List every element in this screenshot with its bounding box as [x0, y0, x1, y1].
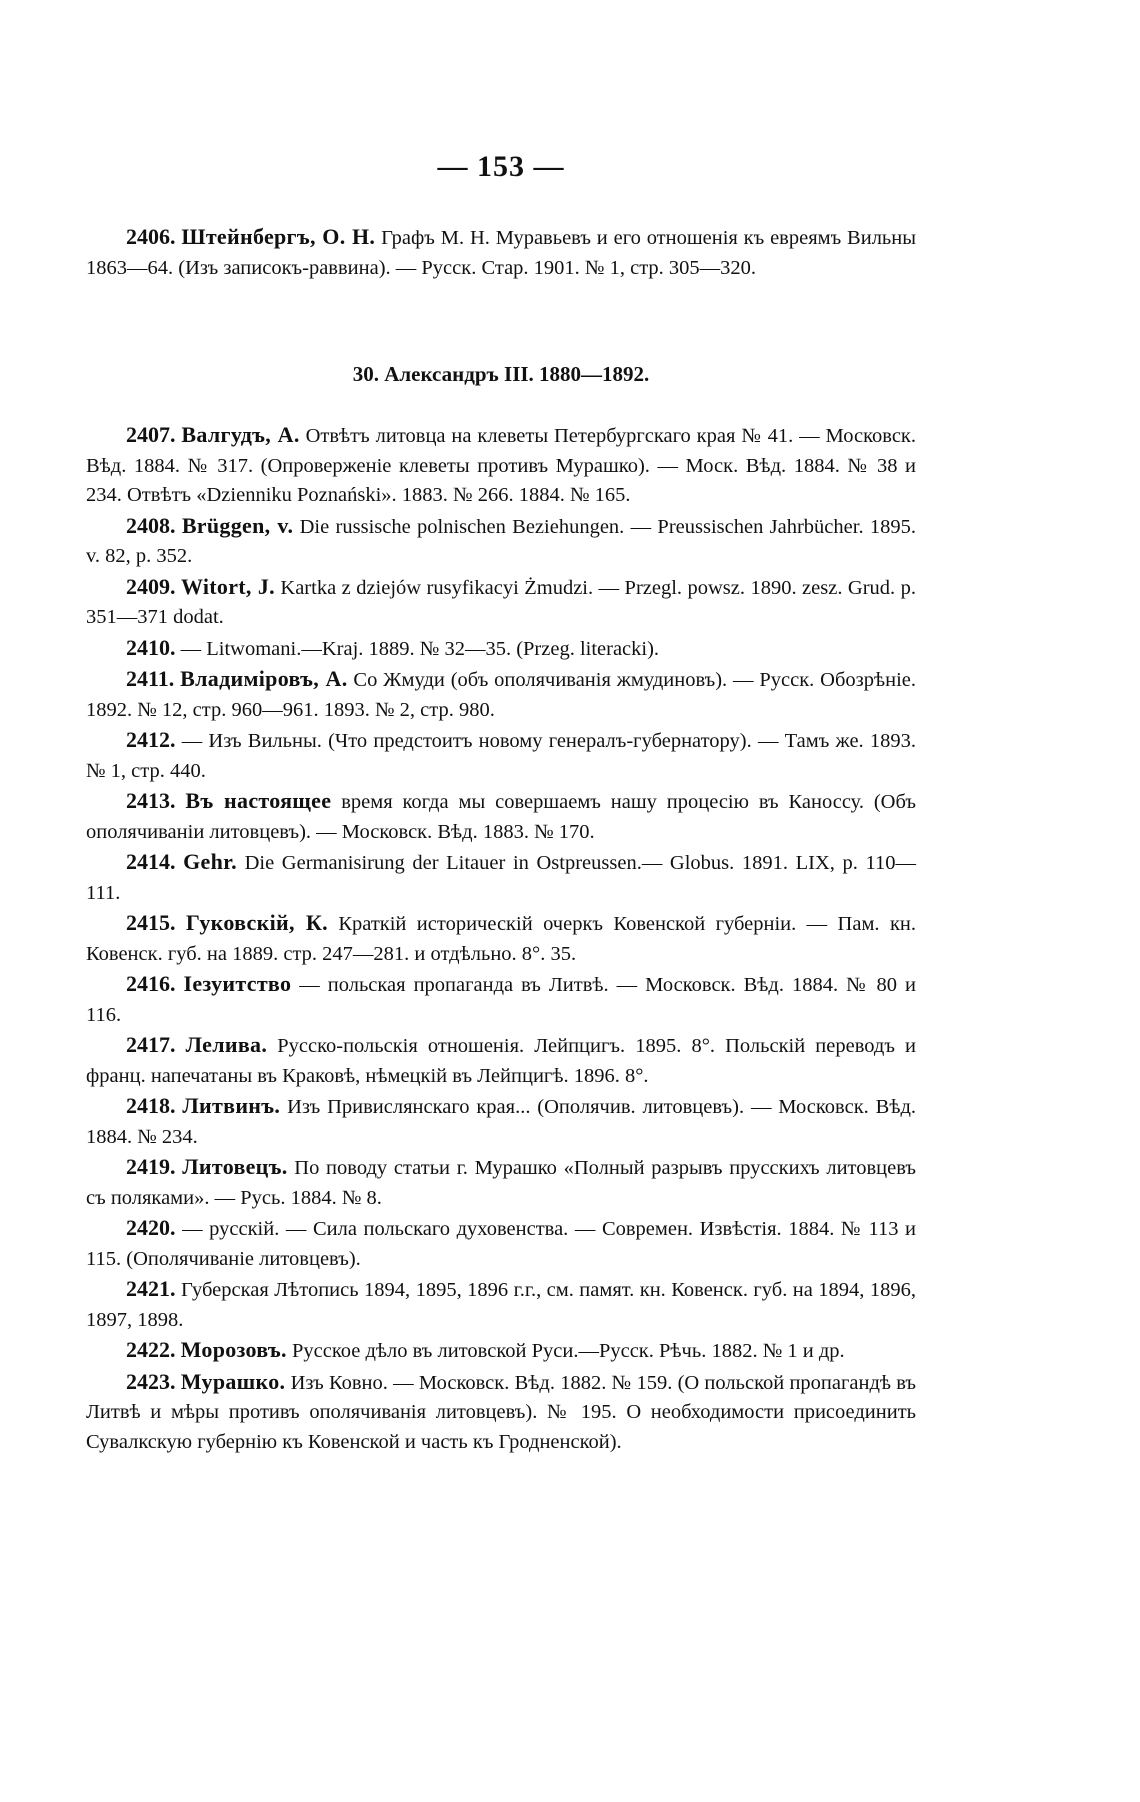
entry-text: Изъ Привислянскаго края... (Ополячив. литовцевъ). — Московск. Вѣд. 1884. № 234. [86, 1096, 917, 1148]
bibliography-entry [86, 664, 916, 725]
entry-block-top [86, 222, 916, 283]
entry-text: Русское дѣло въ литовской Руси.—Русск. Рѣчь. 1882. № 1 и др. [291, 1340, 845, 1362]
entry-author: Гуковскій, К. [185, 910, 328, 935]
entry-list [86, 420, 916, 1457]
entry-text: Графъ М. Н. Муравьевъ и его отношенія къ евреямъ Вильны 1863—64. (Изъ записокъ-раввина). — Русск. Стар. 1901. № 1, стр. 305—320. [86, 227, 917, 279]
entry-number: 2406. [126, 224, 176, 249]
bibliography-entry [86, 222, 916, 283]
bibliography-entry [86, 511, 916, 572]
entry-text: По поводу статьи г. Мурашко «Полный разрывъ прусскихъ литовцевъ съ поляками». — Русь. 1884. № 8. [86, 1157, 916, 1209]
bibliography-entry [86, 572, 916, 633]
bibliography-entry [86, 1274, 916, 1335]
entry-author: Въ настоящее [185, 788, 332, 813]
bibliography-entry [86, 969, 916, 1030]
entry-number: 2421. [126, 1276, 176, 1301]
entry-author: Владиміровъ, А. [180, 666, 348, 691]
entry-number: 2422. [126, 1337, 176, 1362]
entry-text: Русско-польскія отношенія. Лейпцигъ. 1895. 8°. Польскій переводъ и франц. напечатаны въ Краковѣ, нѣмецкій въ Лейпцигѣ. 1896. 8°. [86, 1035, 917, 1087]
entry-author: Литвинъ. [182, 1093, 281, 1118]
entry-number: 2419. [126, 1154, 176, 1179]
entry-text: Губерская Лѣтопись 1894, 1895, 1896 г.г., см. памят. кн. Ковенск. губ. на 1894, 1896, 1897, 1898. [86, 1279, 917, 1331]
entry-author: Литовецъ. [182, 1154, 288, 1179]
entry-number: 2417. [126, 1032, 176, 1057]
entry-text: Kartka z dziejów rusyfikacyi Żmudzi. — Przegl. powsz. 1890. zesz. Grud. p. 351—371 dodat. [86, 576, 916, 628]
bibliography-entry [86, 1335, 916, 1367]
entry-text: — польская пропаганда въ Литвѣ. — Московск. Вѣд. 1884. № 80 и 116. [86, 974, 916, 1026]
entry-number: 2407. [126, 422, 176, 447]
bibliography-entry [86, 1030, 916, 1091]
entry-number: 2409. [126, 573, 176, 599]
entry-number: 2415. [126, 910, 176, 935]
entry-number: 2411. [126, 666, 175, 691]
entry-text: — Изъ Вильны. (Что предстоитъ новому генералъ-губернатору). — Тамъ же. 1893. № 1, стр. 440. [86, 730, 917, 782]
bibliography-entry [86, 786, 916, 847]
entry-text: Die Germanisirung der Litauer in Ostpreussen.— Globus. 1891. LIX, p. 110—111. [86, 852, 916, 904]
entry-author: Валгудъ, А. [181, 422, 300, 447]
bibliography-entry [86, 725, 916, 786]
entry-text: Отвѣтъ литовца на клеветы Петербургскаго края № 41. — Московск. Вѣд. 1884. № 317. (Опроверженіе клеветы противъ Мурашко). — Моск. Вѣд. 1884. № 38 и 234. Отвѣтъ «Dzienniku Poznański». 1883. № 266. 1884. № 165. [86, 425, 917, 506]
entry-number: 2416. [126, 971, 176, 996]
entry-author: Морозовъ. [180, 1337, 287, 1362]
entry-number: 2413. [126, 788, 176, 813]
bibliography-entry [86, 420, 916, 511]
section-title: 30. Александръ III. 1880—1892. [352, 362, 650, 386]
bibliography-entry [86, 908, 916, 969]
bibliography-entry [86, 1091, 916, 1152]
entry-author: Іезуитство [183, 971, 292, 996]
entry-number: 2408. [126, 512, 176, 538]
entry-number: 2418. [126, 1093, 176, 1118]
entry-author: Мурашко. [180, 1368, 286, 1394]
entry-author: Штейнбергъ, О. Н. [181, 224, 376, 249]
bibliography-entry [86, 1152, 916, 1213]
entry-text: время когда мы совершаемъ нашу процесію въ Каноссу. (Объ ополячиваніи литовцевъ). — Московск. Вѣд. 1883. № 170. [86, 791, 916, 843]
bibliography-entry [86, 1367, 916, 1458]
entry-author: Brüggen, v. [181, 512, 294, 538]
entry-text: — Litwomani.—Kraj. 1889. № 32—35. (Przeg. literacki). [180, 637, 660, 660]
bibliography-entry [86, 1213, 916, 1274]
entry-author: Gehr. [183, 849, 237, 874]
entry-number: 2414. [126, 849, 176, 874]
bibliography-entry [86, 633, 916, 665]
entry-text: Die russische polnischen Beziehungen. — Preussischen Jahrbücher. 1895. v. 82, p. 352. [86, 515, 917, 567]
entry-text: Со Жмуди (объ ополячиванія жмудиновъ). — Русск. Обозрѣніе. 1892. № 12, стр. 960—961. 1893. № 2, стр. 980. [86, 669, 917, 721]
entry-text: Изъ Ковно. — Московск. Вѣд. 1882. № 159. (О польской пропагандѣ въ Литвѣ и мѣры противъ ополячиванія литовцевъ). № 195. О необходимости присоединить Сувалкскую губернію къ Ковенской и часть къ Гродненской). [86, 1371, 917, 1453]
entry-number: 2410. [126, 634, 176, 660]
entry-text: — русскій. — Сила польскаго духовенства. — Современ. Извѣстія. 1884. № 113 и 115. (Ополячиваніе литовцевъ). [86, 1218, 917, 1270]
entry-author: Witort, J. [180, 573, 275, 599]
entry-number: 2412. [126, 727, 176, 752]
entry-number: 2423. [126, 1368, 176, 1394]
bibliography-entry [86, 847, 916, 908]
entry-text: Краткій историческій очеркъ Ковенской губерніи. — Пам. кн. Ковенск. губ. на 1889. стр. 247—281. и отдѣльно. 8°. 35. [86, 913, 917, 965]
entry-number: 2420. [126, 1215, 176, 1240]
page-number: — 153 — [437, 150, 565, 183]
document-page [86, 0, 916, 1802]
entry-author: Лелива. [185, 1032, 268, 1057]
